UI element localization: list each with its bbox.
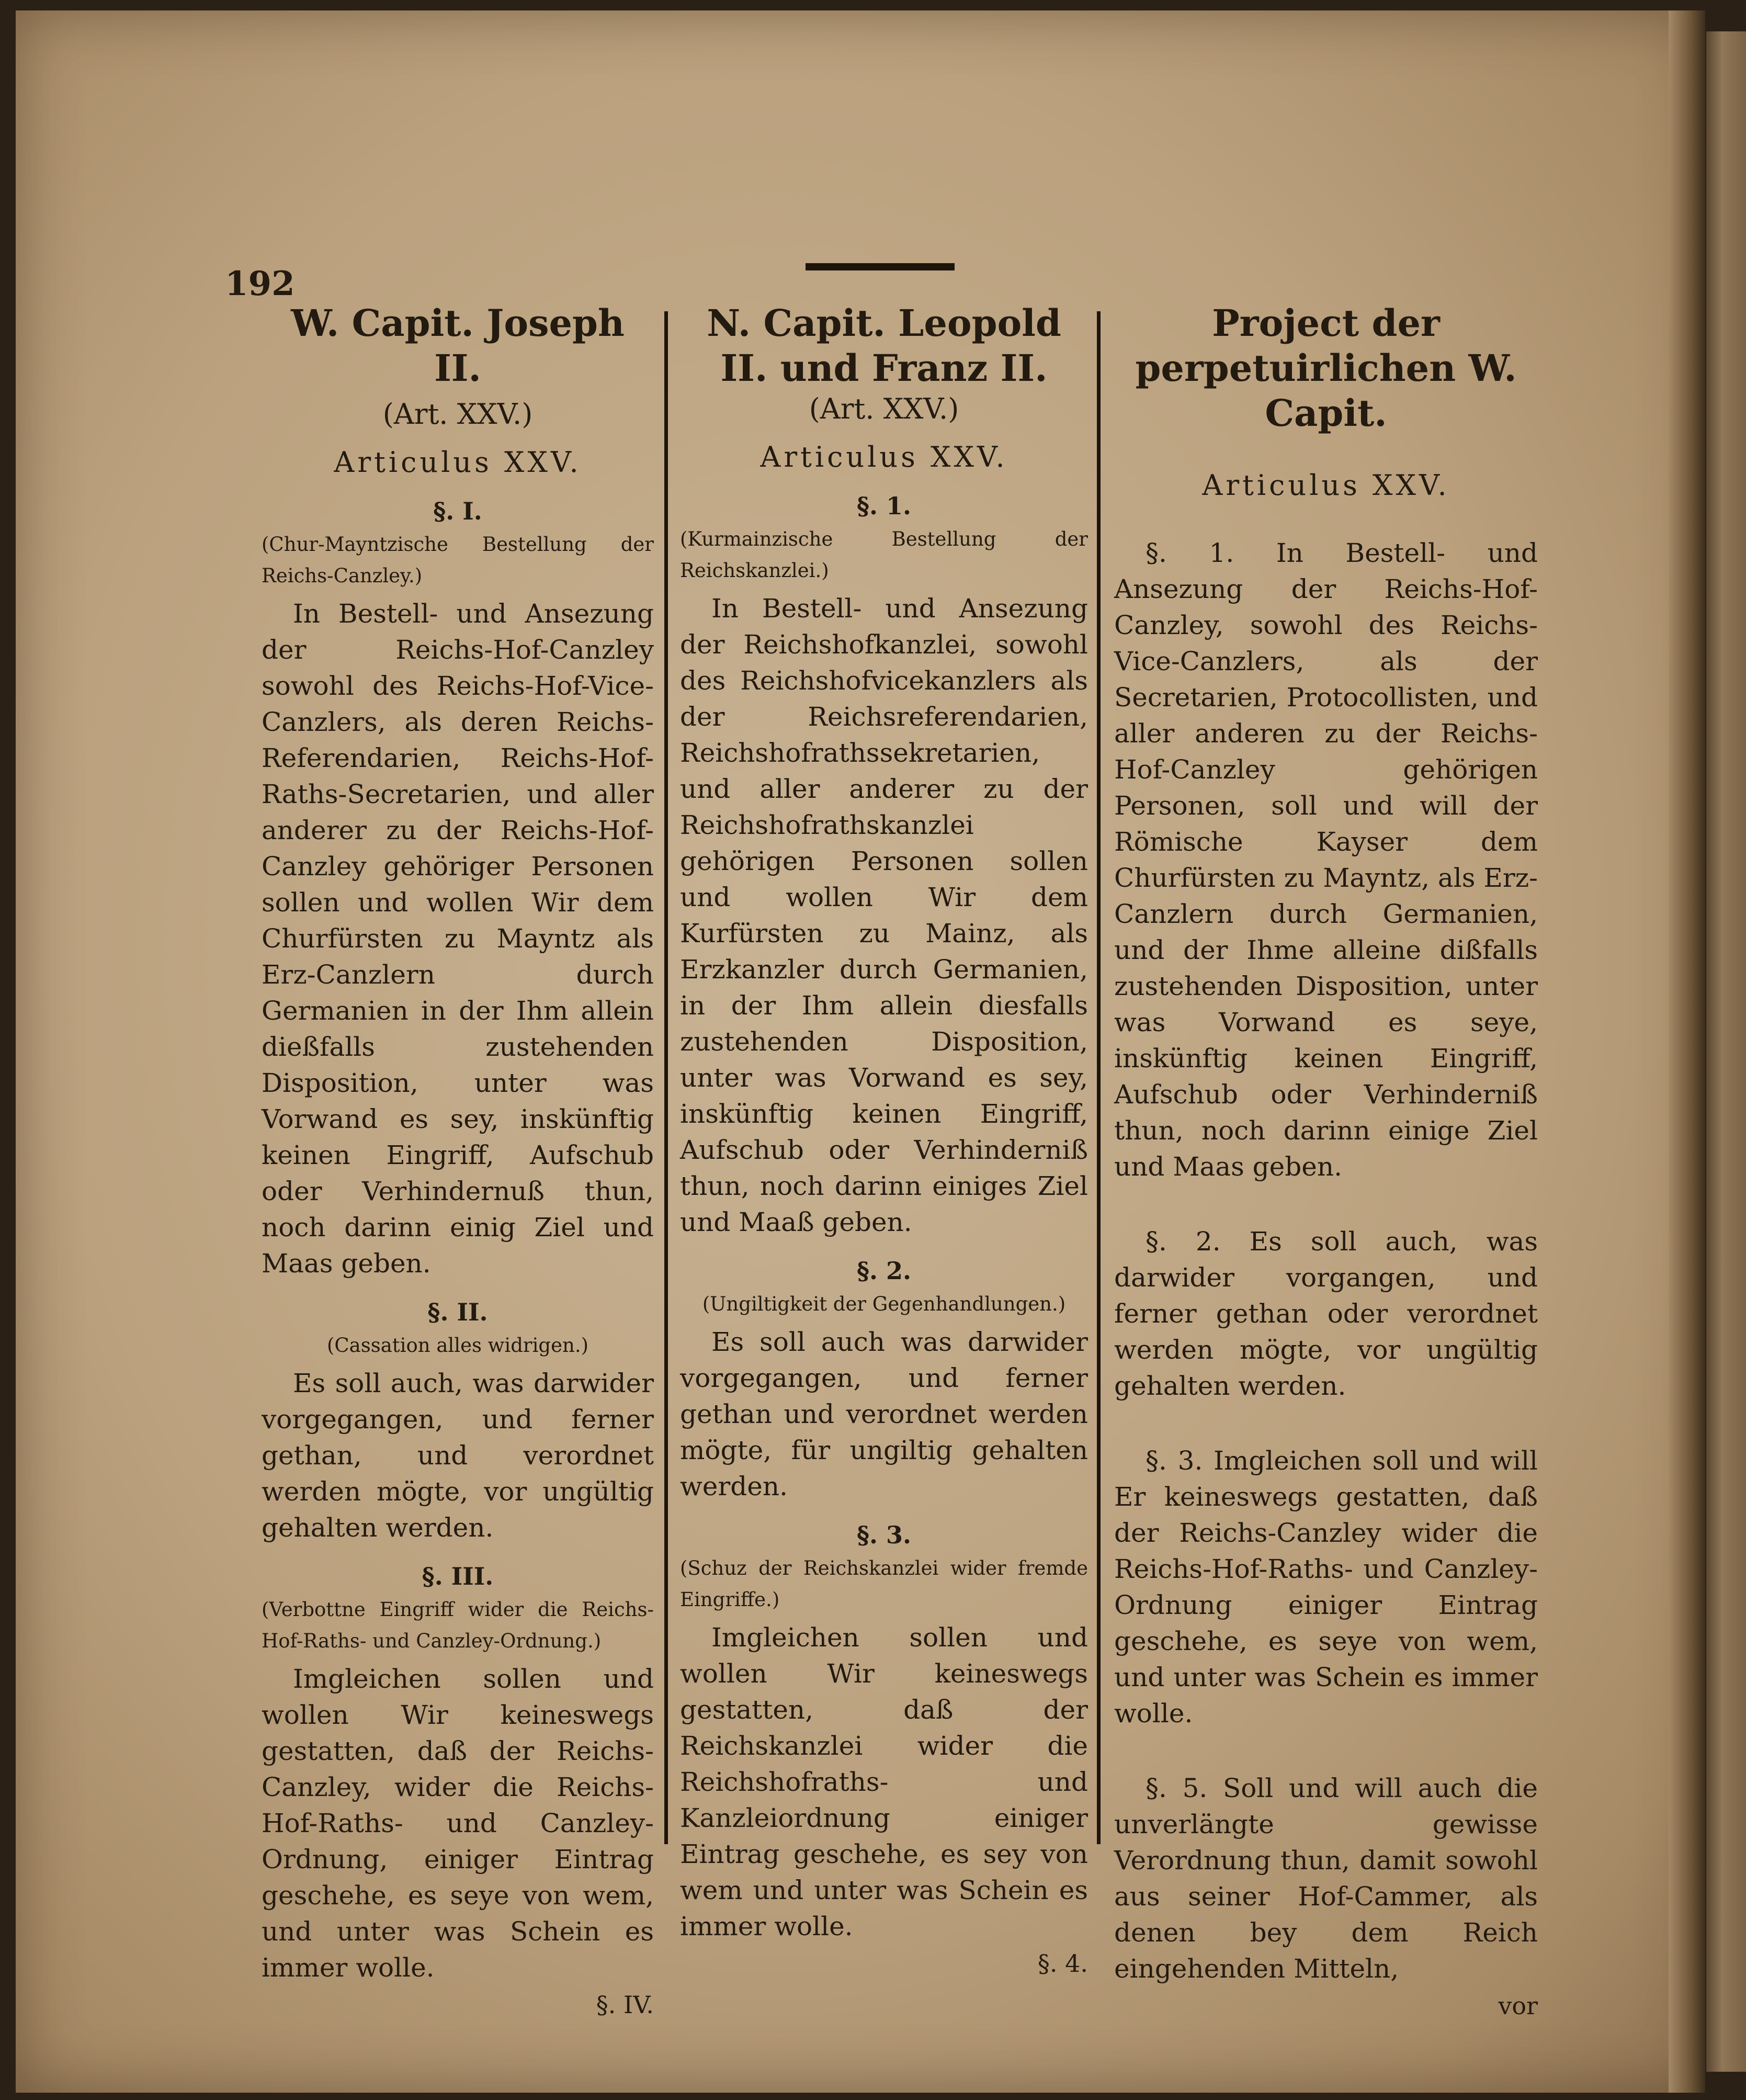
section-text: Es soll auch, was darwider vorgegangen, und ferner gethan, und verordnet werden mögte, vor ungültig gehalten werden.	[262, 1368, 654, 1543]
section-text: In Bestell- und Ansezung der Reichs-Hof-Canzley sowohl des Reichs-Hof-Vice-Canzlers, als deren Reichs-Referendarien, Reichs-Hof-Raths-Secretarien, und aller anderer zu der Reichs-Hof-Canzley gehöriger Personen sollen und wollen Wir dem Churfürsten zu Mayntz als Erz-Canzlern durch Germanien in der Ihm allein dießfalls zustehenden Disposition, unter was Vorwand es sey, inskünftig keinen Eingriff, Aufschub oder Verhindernuß thun, noch darinn einig Ziel und Maas geben.	[262, 599, 654, 1279]
section-summary: (Ungiltigkeit der Gegenhandlungen.)	[702, 1293, 1066, 1315]
column-perpetual-capitulation	[1114, 301, 1538, 2022]
section-heading: §. III.	[422, 1562, 494, 1590]
section-heading: §. 2.	[856, 1257, 912, 1285]
section-heading: §. I.	[433, 497, 482, 525]
section-summary: (Cassation alles widrigen.)	[326, 1334, 589, 1357]
header-rule	[806, 263, 955, 270]
column-joseph-ii	[262, 301, 654, 2020]
section-summary: (Chur-Mayntzische Bestellung der Reichs-Canzley.)	[262, 533, 654, 587]
article-heading: Articulus XXV.	[334, 446, 582, 479]
page-gutter	[1669, 10, 1705, 2093]
article-reference: (Art. XXV.)	[809, 392, 959, 425]
column-title: N. Capit. Leopold II. und Franz II.	[707, 301, 1061, 390]
catchword: vor	[1498, 1992, 1538, 2020]
paragraph: §. 3. Imgleichen soll und will Er keineswegs gestatten, daß der Reichs-Canzley wider die Reichs-Hof-Raths- und Canzley-Ordnung einiger Eintrag geschehe, es seye von wem, und unter was Schein es immer wolle.	[1114, 1446, 1538, 1729]
column-title: Project der perpetuirlichen W. Capit.	[1135, 301, 1517, 435]
adjacent-page-edge	[1706, 31, 1746, 2072]
section-text: Imgleichen sollen und wollen Wir keineswegs gestatten, daß der Reichskanzlei wider die Reichshofraths- und Kanzleiordnung einiger Eintrag geschehe, es sey von wem und unter was Schein es immer wolle.	[680, 1622, 1088, 1941]
section-heading: §. 1.	[856, 492, 912, 520]
section-heading: §. 3.	[856, 1521, 912, 1549]
section-summary: (Kurmainzische Bestellung der Reichskanzlei.)	[680, 528, 1088, 582]
catchword: §. IV.	[596, 1991, 654, 2019]
section-summary: (Verbottne Eingriff wider die Reichs-Hof-Raths- und Canzley-Ordnung.)	[262, 1598, 654, 1652]
section-text: Es soll auch was darwider vorgegangen, und ferner gethan und verordnet werden mögte, für ungiltig gehalten werden.	[680, 1327, 1088, 1501]
article-reference: (Art. XXV.)	[382, 398, 533, 431]
article-heading: Articulus XXV.	[760, 441, 1008, 473]
paragraph: §. 5. Soll und will auch die unverlängte gewisse Verordnung thun, damit sowohl aus seiner Hof-Cammer, als denen bey dem Reich eingehenden Mitteln,	[1114, 1773, 1538, 1984]
page-number: 192	[225, 264, 295, 303]
column-leopold-franz	[680, 301, 1088, 1979]
catchword: §. 4.	[1037, 1949, 1088, 1978]
column-divider-right	[1097, 311, 1101, 1844]
column-divider-left	[664, 311, 668, 1844]
paragraph: §. 2. Es soll auch, was darwider vorgangen, und ferner gethan oder verordnet werden mögte, vor ungültig gehalten werden.	[1114, 1226, 1538, 1401]
column-title: W. Capit. Joseph II.	[291, 301, 625, 390]
paragraph: §. 1. In Bestell- und Ansezung der Reichs-Hof-Canzley, sowohl des Reichs-Vice-Canzlers, als der Secretarien, Protocollisten, und aller anderen zu der Reichs-Hof-Canzley gehörigen Personen, soll und will der Römische Kayser dem Churfürsten zu Mayntz, als Erz-Canzlern durch Germanien, und der Ihme alleine dißfalls zustehenden Disposition, unter was Vorwand es seye, inskünftig keinen Eingriff, Aufschub oder Verhinderniß thun, noch darinn einige Ziel und Maas geben.	[1114, 538, 1538, 1182]
article-heading: Articulus XXV.	[1202, 469, 1450, 502]
section-heading: §. II.	[427, 1298, 488, 1326]
section-summary: (Schuz der Reichskanzlei wider fremde Eingriffe.)	[680, 1557, 1088, 1611]
section-text: In Bestell- und Ansezung der Reichshofkanzlei, sowohl des Reichshofvicekanzlers als der Reichsreferendarien, Reichshofrathssekretarien, und aller anderer zu der Reichshofrathskanzlei gehörigen Personen sollen und wollen Wir dem Kurfürsten zu Mainz, als Erzkanzler durch Germanien, in der Ihm allein diesfalls zustehenden Disposition, unter was Vorwand es sey, inskünftig keinen Eingriff, Aufschub oder Verhinderniß thun, noch darinn einiges Ziel und Maaß geben.	[680, 593, 1088, 1237]
section-text: Imgleichen sollen und wollen Wir keineswegs gestatten, daß der Reichs-Canzley, wider die Reichs-Hof-Raths- und Canzley-Ordnung, einiger Eintrag geschehe, es seye von wem, und unter was Schein es immer wolle.	[262, 1664, 654, 1983]
